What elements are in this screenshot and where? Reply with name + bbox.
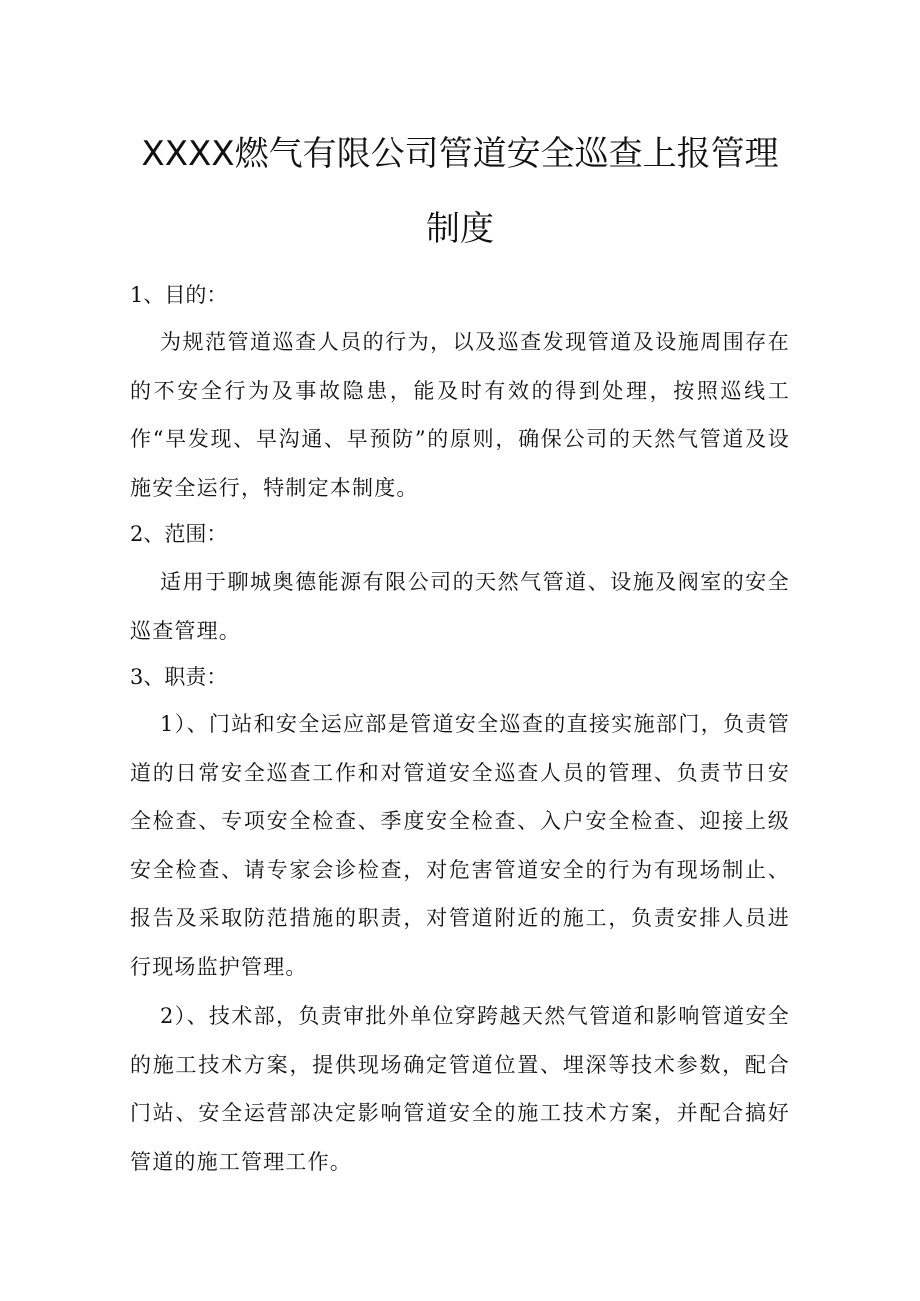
section-heading-scope: 2、范围： — [130, 522, 228, 546]
section-paragraph-scope: 适用于聊城奥德能源有限公司的天然气管道、设施及阀室的安全巡查管理。 — [130, 570, 790, 643]
document-title-line-1: XXXX燃气有限公司管道安全巡查上报管理 — [141, 134, 779, 174]
responsibility-item-1: 1）、门站和安全运应部是管道安全巡查的直接实施部门，负责管道的日常安全巡查工作和对管道安全巡查人员的管理、负责节日安全检查、专项安全检查、季度安全检查、入户安全检查、迎接上级安全检查、请专家会诊检查，对危害管道安全的行为有现场制止、报告及采取防范措施的职责，对管道附近的施工，负责安排人员进行现场监护管理。 — [130, 712, 790, 979]
document-title-line-2: 制度 — [426, 209, 494, 249]
section-heading-purpose: 1、目的： — [130, 283, 228, 307]
section-paragraph-purpose: 为规范管道巡查人员的行为，以及巡查发现管道及设施周围存在的不安全行为及事故隐患，能及时有效的得到处理，按照巡线工作“早发现、早沟通、早预防”的原则，确保公司的天然气管道及设施安全运行，特制定本制度。 — [130, 330, 790, 500]
responsibility-item-2: 2）、技术部，负责审批外单位穿跨越天然气管道和影响管道安全的施工技术方案，提供现场确定管道位置、埋深等技术参数，配合门站、安全运营部决定影响管道安全的施工技术方案，并配合搞好管道的施工管理工作。 — [130, 1004, 790, 1174]
section-heading-responsibilities: 3、职责： — [130, 665, 228, 689]
